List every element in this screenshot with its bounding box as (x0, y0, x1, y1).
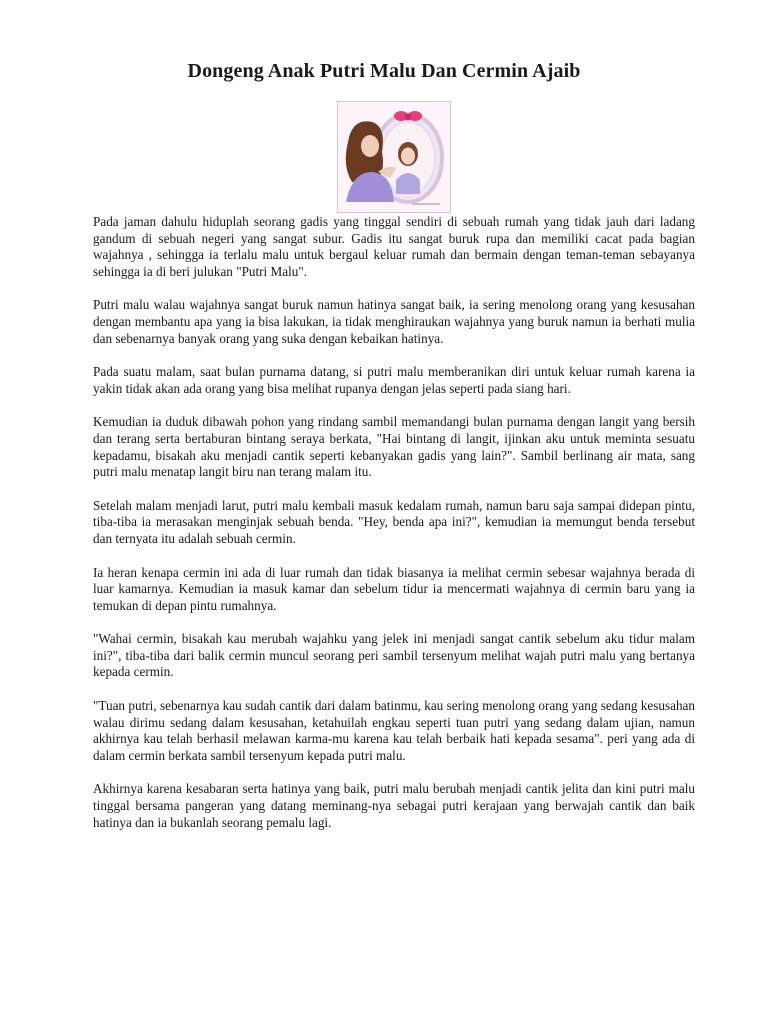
page-title: Dongeng Anak Putri Malu Dan Cermin Ajaib (187, 60, 581, 82)
paragraph: Akhirnya karena kesabaran serta hatinya yang baik, putri malu berubah menjadi cantik jelita dan kini putri malu tinggal bersama pangeran yang datang meminang-nya sebagai putri kerajaan yang berwajah cantik dan baik hatinya dan ia bukanlah seorang pemalu lagi. (93, 781, 695, 830)
paragraph: Kemudian ia duduk dibawah pohon yang rindang sambil memandangi bulan purnama dengan langit yang bersih dan terang serta bertaburan bintang seraya berkata, "Hai bintang di langit, ijinkan aku untuk meminta sesuatu kepadamu, bisakah aku menjadi cantik seperti kebanyakan gadis yang lain?". Sambil berlinang air mata, sang putri malu menatap langit biru nan terang malam itu. (93, 414, 695, 480)
paragraph: "Wahai cermin, bisakah kau merubah wajahku yang jelek ini menjadi sangat cantik sebelum aku tidur malam ini?", tiba-tiba dari balik cermin muncul seorang peri sambil tersenyum melihat wajah putri malu yang bertanya kepada cermin. (93, 631, 695, 680)
illustration-drawing (338, 102, 450, 212)
paragraph: Putri malu walau wajahnya sangat buruk namun hatinya sangat baik, ia sering menolong orang yang kesusahan dengan membantu apa yang ia bisa lakukan, ia tidak menghiraukan wajahnya yang buruk namun ia berhati mulia dan sebenarnya banyak orang yang suka dengan kebaikan hatinya. (93, 297, 695, 346)
story-body (93, 214, 695, 848)
paragraph: Pada suatu malam, saat bulan purnama datang, si putri malu memberanikan diri untuk keluar rumah karena ia yakin tidak akan ada orang yang bisa melihat rupanya dengan jelas seperti pada siang hari. (93, 364, 695, 396)
paragraph: "Tuan putri, sebenarnya kau sudah cantik dari dalam batinmu, kau sering menolong orang yang sedang kesusahan walau dirimu sedang dalam kesusahan, ketahuilah engkau seperti tuan putri yang sedang dalam ujian, namun akhirnya kau telah berhasil melawan karma-mu karena kau telah berbaik hati kepada sesama". peri yang ada di dalam cermin berkata sambil tersenyum kepada putri malu. (93, 698, 695, 763)
girl-with-mirror-illustration (337, 101, 451, 213)
paragraph: Pada jaman dahulu hiduplah seorang gadis yang tinggal sendiri di sebuah rumah yang tidak jauh dari ladang gandum di sebuah negeri yang sangat subur. Gadis itu sangat buruk rupa dan memiliki cacat pada bagian wajahnya , sehingga ia terlalu malu untuk bergaul keluar rumah dan bermain dengan teman-teman sebayanya sehingga ia di beri julukan "Putri Malu". (93, 214, 695, 279)
paragraph: Setelah malam menjadi larut, putri malu kembali masuk kedalam rumah, namun baru saja sampai didepan pintu, tiba-tiba ia merasakan menginjak sebuah benda. "Hey, benda apa ini?", kemudian ia memungut benda tersebut dan ternyata itu adalah sebuah cermin. (93, 497, 695, 546)
paragraph: Ia heran kenapa cermin ini ada di luar rumah dan tidak biasanya ia melihat cermin sebesar wajahnya berada di luar kamarnya. Kemudian ia masuk kamar dan sebelum tidur ia mencermati wajahnya di cermin baru yang ia temukan di depan pintu rumahnya. (93, 564, 695, 613)
